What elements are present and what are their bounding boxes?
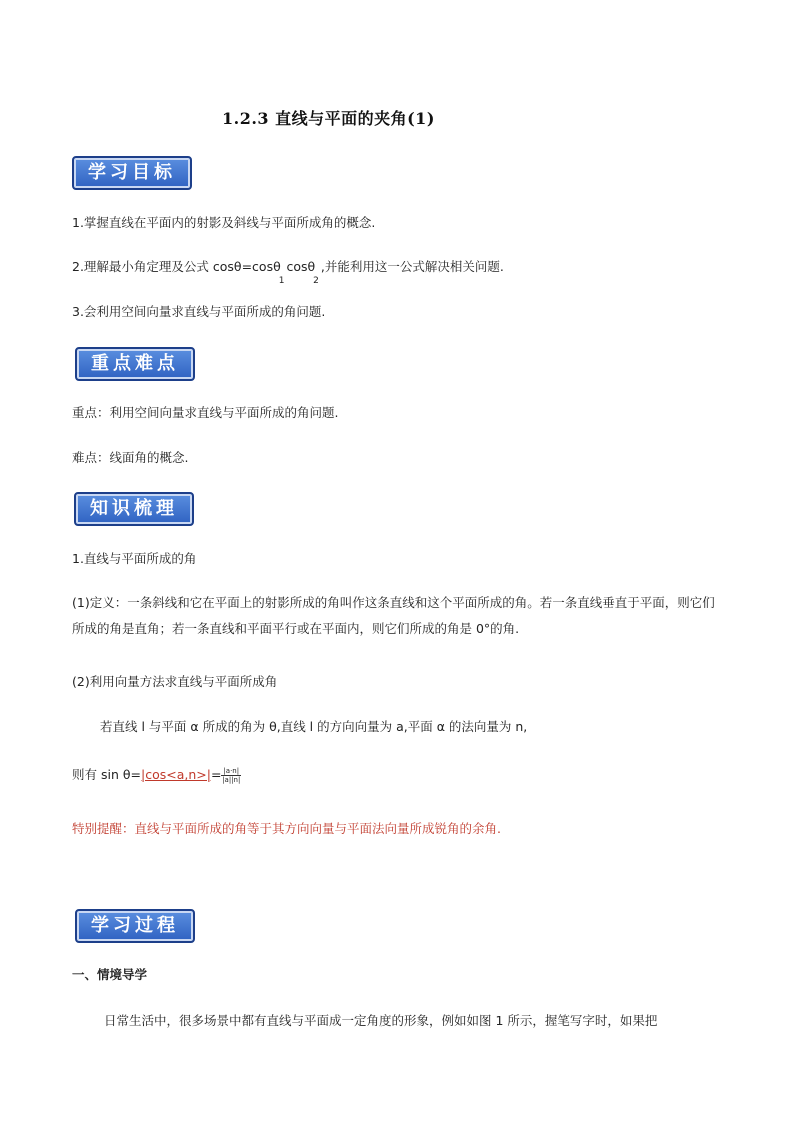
process-heading-1: 一、情境导学	[72, 967, 148, 982]
section-badge-keypoints: 重点难点	[75, 347, 195, 381]
knowledge-vector-heading: (2)利用向量方法求直线与平面所成角	[72, 674, 278, 689]
formula-fraction: $\frac{|a\cdot n|}{|a||n|}$	[222, 767, 241, 784]
special-tip: 特别提醒：直线与平面所成的角等于其方向向量与平面法向量所成锐角的余角.	[72, 821, 501, 836]
page-title: 1.2.3 直线与平面的夹角(1)	[222, 109, 435, 128]
knowledge-definition: (1)定义：一条斜线和它在平面上的射影所成的角叫作这条直线和这个平面所成的角。若一条直线垂直于平面，则它们所成的角是直角；若一条直线和平面平行或在平面内，则它们所成的角是 0°的角.	[72, 595, 715, 636]
process-intro: 日常生活中，很多场景中都有直线与平面成一定角度的形象，例如如图 1 所示，握笔写字时，如果把	[104, 1013, 658, 1028]
goal-2: 2.理解最小角定理及公式 cosθ=cosθ$_1$cosθ$_2$,并能利用这一公式解决相关问题.	[72, 259, 504, 286]
section-badge-goals: 学习目标	[72, 156, 192, 190]
section-badge-knowledge: 知识梳理	[74, 492, 194, 526]
key-point: 重点：利用空间向量求直线与平面所成的角问题.	[72, 405, 339, 420]
goal-1: 1.掌握直线在平面内的射影及斜线与平面所成角的概念.	[72, 215, 376, 230]
knowledge-formula: 则有 sin θ=|cos<a,n>|= $\frac{|a\cdot n|}{|a||n|}$	[72, 767, 241, 784]
section-badge-process: 学习过程	[75, 909, 195, 943]
hard-point: 难点：线面角的概念.	[72, 450, 189, 465]
goal-3: 3.会利用空间向量求直线与平面所成的角问题.	[72, 304, 326, 319]
knowledge-vector-text: 若直线 l 与平面 α 所成的角为 θ,直线 l 的方向向量为 a,平面 α 的法向量为 n,	[100, 719, 528, 734]
knowledge-heading-1: 1.直线与平面所成的角	[72, 551, 197, 566]
